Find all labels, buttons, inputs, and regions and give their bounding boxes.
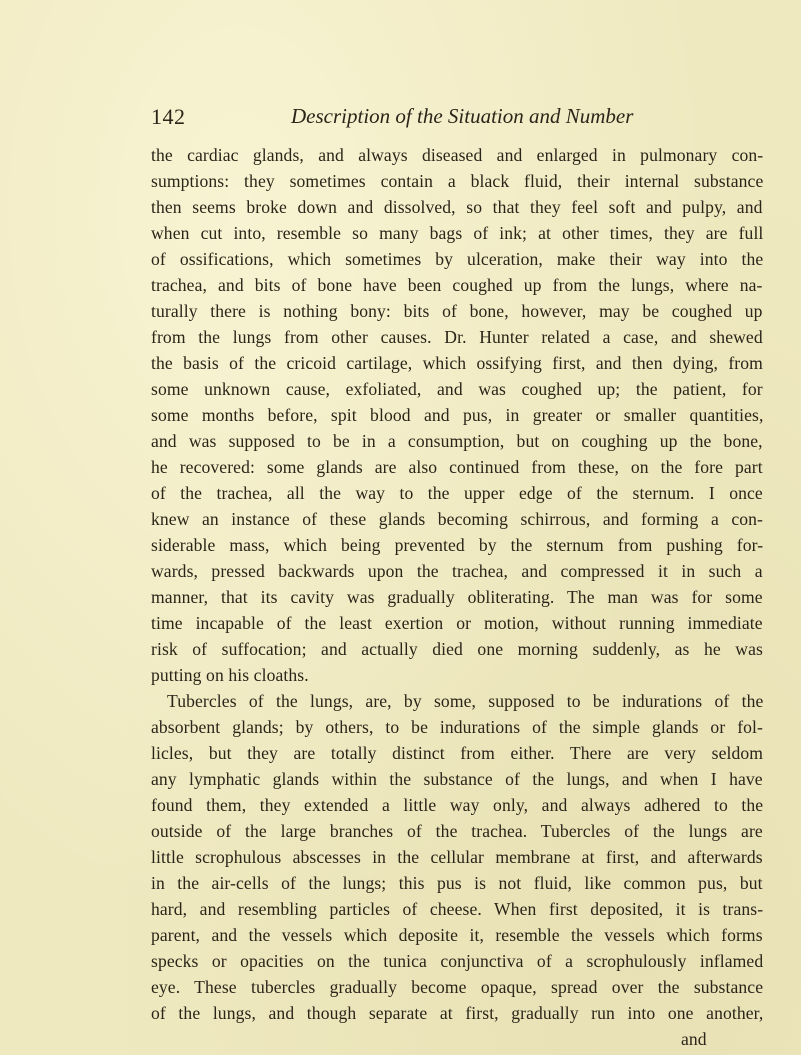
text-line: found them, they extended a little way only, and always adhered to the [151,795,764,815]
text-line: outside of the large branches of the trachea. Tubercles of the lungs are [151,821,763,841]
text-line: some months before, spit blood and pus, in greater or smaller quantities, [151,405,764,425]
text-line: some unknown cause, exfoliated, and was coughed up; the patient, for [151,379,763,399]
running-head-title: Description of the Situation and Number [291,104,634,128]
text-line: sumptions: they sometimes contain a black fluid, their internal substance [151,171,764,191]
text-line: wards, pressed backwards upon the trachea, and compressed it in such a [151,561,763,581]
text-line: he recovered: some glands are also continued from these, on the fore part [151,457,763,477]
text-line: then seems broke down and dissolved, so that they feel soft and pulpy, and [151,197,763,217]
text-line: of the lungs, and though separate at first, gradually run into one another, [151,1003,764,1023]
paragraph-first-line: Tubercles of the lungs, are, by some, supposed to be indurations of the [167,691,764,711]
text-line: putting on his cloaths. [151,665,309,685]
text-line: the cardiac glands, and always diseased and enlarged in pulmonary con- [151,145,764,165]
text-line: of the trachea, all the way to the upper edge of the sternum. I once [151,483,763,503]
text-line: the basis of the cricoid cartilage, which ossifying first, and then dying, from [151,353,763,373]
catchword: and [681,1029,707,1049]
text-line: knew an instance of these glands becoming schirrous, and forming a con- [151,509,764,529]
text-line: in the air-cells of the lungs; this pus is not fluid, like common pus, but [151,873,763,893]
text-line: of ossifications, which sometimes by ulceration, make their way into the [151,249,764,269]
text-line: and was supposed to be in a consumption, but on coughing up the bone, [151,431,763,451]
text-line: time incapable of the least exertion or motion, without running immediate [151,613,763,633]
text-line: when cut into, resemble so many bags of ink; at other times, they are full [151,223,764,243]
text-line: hard, and resembling particles of cheese. When first deposited, it is trans- [151,899,764,919]
text-line: specks or opacities on the tunica conjunctiva of a scrophulously inflamed [151,951,764,971]
text-line: absorbent glands; by others, to be indurations of the simple glands or fol- [151,717,764,737]
text-line: any lymphatic glands within the substance of the lungs, and when I have [151,769,763,789]
text-line: licles, but they are totally distinct from either. There are very seldom [151,743,764,763]
page-number: 142 [151,104,186,129]
text-line: risk of suffocation; and actually died one morning suddenly, as he was [151,639,763,659]
text-line: manner, that its cavity was gradually obliterating. The man was for some [151,587,763,607]
text-line: little scrophulous abscesses in the cellular membrane at first, and afterwards [151,847,763,867]
text-line: turally there is nothing bony: bits of bone, however, may be coughed up [151,301,763,321]
text-line: siderable mass, which being prevented by the sternum from pushing for- [151,535,764,555]
text-line: trachea, and bits of bone have been coughed up from the lungs, where na- [151,275,763,295]
text-line: eye. These tubercles gradually become opaque, spread over the substance [151,977,764,997]
text-line: from the lungs from other causes. Dr. Hunter related a case, and shewed [151,327,763,347]
running-head [151,98,711,134]
text-line: parent, and the vessels which deposite it, resemble the vessels which forms [151,925,763,945]
